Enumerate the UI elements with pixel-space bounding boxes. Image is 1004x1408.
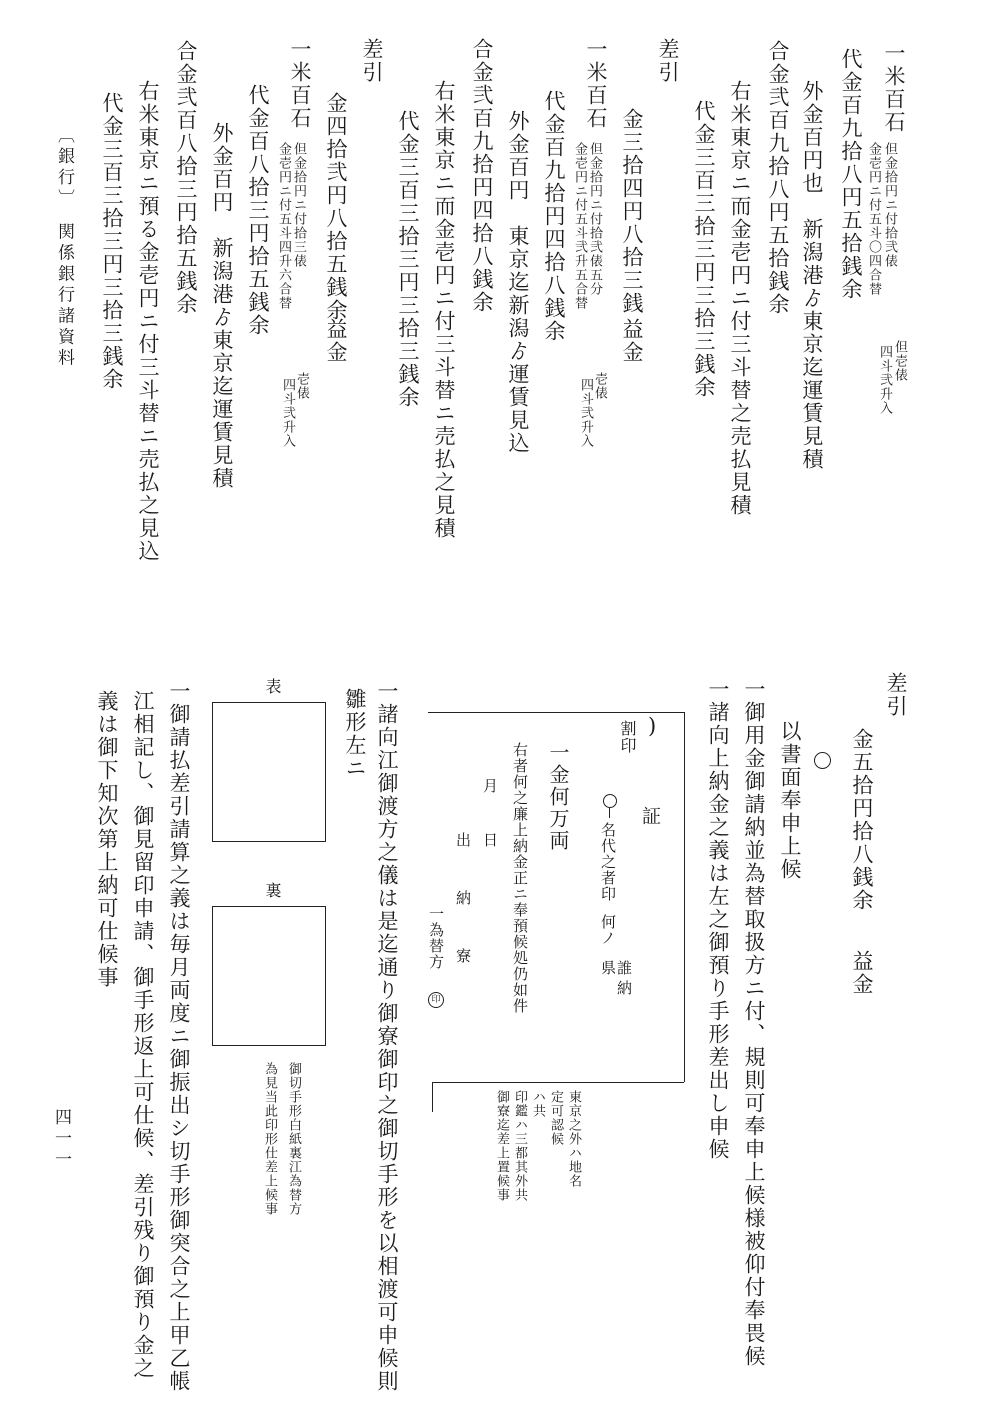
line-b6: 一諸向上納金之義は左之御預り手形差出し申候 [706,678,730,1161]
back-note-2: 為見当此印形仕差上候事 [262,1062,277,1216]
front-box [212,702,326,842]
form-office: 出 納 寮 [454,832,472,977]
note-c1-b: 金壱円ニ付五斗〇四合替 [866,142,881,296]
line-c11: 外金百円 東京迄新潟ゟ運賃見込 [506,110,530,455]
kawase-seal: 印 [428,992,444,1008]
line-b2-b: 益金 [850,950,874,996]
line-b8: 雛形左ニ [343,688,367,780]
form-dare: 誰 [615,960,633,976]
form-note-1: 東京之外ハ地名 [566,1090,581,1188]
line-c9: 一米百石 [584,38,608,130]
form-top-line [428,712,684,713]
line-c18: 代金百八拾三円拾五銭余 [246,84,270,337]
line-c8-b: 益金 [620,318,644,364]
note-c9-c: 壱俵 [592,372,607,400]
form-nanino: 何ノ [599,914,617,946]
line-c21: 右米東京ニ預る金壱円ニ付三斗替ニ売払之見込 [136,80,160,563]
form-right-line [684,712,685,1082]
note-c9-d: 四斗弐升入 [578,378,593,448]
line-b4: 以書面奉申上候 [778,720,802,881]
line-b9: 一御請払差引請算之義は毎月両度ニ御振出シ切手形御突合之上甲乙帳 [167,680,191,1393]
form-bottom-line [432,1082,684,1083]
wariin-bracket: ) [648,714,657,738]
form-note-5: 御寮迄差上置候事 [494,1090,509,1202]
line-c12: 合金弐百九拾円四拾八銭余 [470,38,494,314]
form-sho: 証 [639,806,661,827]
line-b1: 差引 [884,672,908,718]
form-migi: 右者何之廉上納金正ニ奉預候処仍如件 [511,742,529,1014]
line-c17: 一米百石 [288,38,312,130]
form-note-4: 印鑑ハ三都其外共 [512,1090,527,1202]
note-c17-a: 但金拾円ニ付拾三俵 [291,142,306,268]
form-name: 名代之者印 [599,822,617,902]
line-c6: 代金三百三拾三円三拾三銭余 [692,100,716,399]
label-back: 裏 [263,882,282,900]
form-note-2: 定可認候 [548,1090,563,1146]
name-seal-dash [609,808,610,818]
line-c16-b: 益金 [324,318,348,364]
back-note-1: 御切手形白紙裏江為替方 [286,1062,301,1216]
note-c1-a: 但金拾円ニ付拾弐俵 [882,142,897,268]
line-b2: 金五拾円拾八銭余 [850,728,874,912]
note-c17-b: 金壱円ニ付五斗四升六合替 [276,142,291,310]
label-front: 表 [263,678,282,696]
line-b7: 一諸向江御渡方之儀は是迄通り御寮御印之御切手形を以相渡可申候則 [375,680,399,1393]
note-c1-d: 四斗弐升入 [877,345,892,415]
back-box [212,906,326,1046]
line-b11: 義は御下知次第上納可仕候事 [95,690,119,989]
form-tsuki: 月 [481,778,499,794]
line-b10: 江相記し、御見留印申請、御手形返上可仕候、差引残り御預り金之 [131,690,155,1380]
form-no: 納 [615,980,633,996]
line-c2: 代金百九拾八円五拾銭余 [839,48,863,301]
form-kin: 一金何万両 [546,742,570,852]
note-c1-c: 但壱俵 [892,340,907,382]
form-note-3: ハ共 [530,1090,545,1118]
line-c10: 代金百九拾円四拾八銭余 [542,90,566,343]
note-c9-b: 金壱円ニ付五斗弐升五合替 [572,142,587,310]
line-c5: 右米東京ニ而金壱円ニ付三斗替之売払見積 [728,80,752,517]
line-c14: 代金三百三拾三円三拾三銭余 [396,110,420,409]
line-c20: 合金弐百八拾三円拾五銭余 [174,40,198,316]
note-c17-d: 四斗弐升入 [280,378,295,448]
form-hi: 日 [481,832,499,848]
form-ken: 県 [599,960,617,976]
note-c17-c: 壱俵 [294,372,309,400]
note-c9-a: 但金拾円ニ付拾弐俵五分 [587,142,602,296]
circle-mark [814,752,831,769]
line-c3: 外金百円也 新潟港ゟ東京迄運賃見積 [800,80,824,471]
line-c22: 代金三百三拾三円三拾三銭余 [100,92,124,391]
form-wariin: 割印 [618,720,637,754]
line-c1: 一米百石 [882,42,906,134]
line-c19: 外金百円 新潟港ゟ東京迄運賃見積 [210,122,234,490]
line-b5: 一御用金御請納並為替取扱方ニ付、規則可奉申上候様被仰付奉畏候 [742,678,766,1368]
line-c8: 金三拾四円八拾三銭 [620,108,644,315]
line-c15: 差引 [360,38,384,84]
form-left-line [432,1082,433,1112]
name-seal-circle [603,794,617,808]
line-c13: 右米東京ニ而金壱円ニ付三斗替ニ売払之見積 [432,80,456,540]
line-c7: 差引 [656,38,680,84]
line-c16: 金四拾弐円八拾五銭余 [324,92,348,322]
running-header: 〔銀行〕 関係銀行諸資料 [54,126,74,370]
page-number: 四一一 [51,1108,71,1171]
form-kawase: 一為替方 [427,906,445,970]
line-c4: 合金弐百九拾八円五拾銭余 [766,40,790,316]
